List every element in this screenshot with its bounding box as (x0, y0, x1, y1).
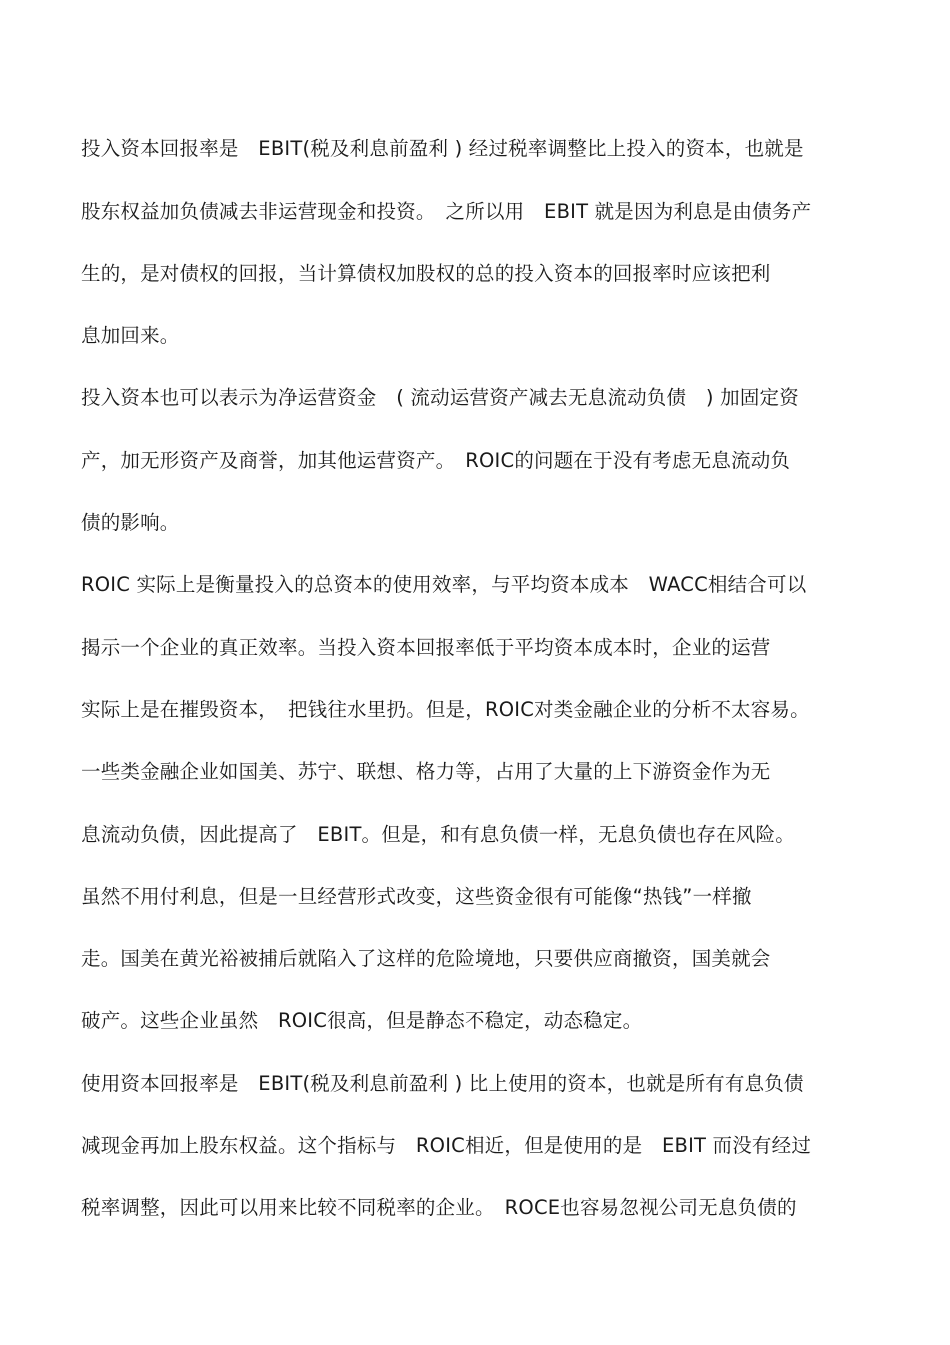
text-line-16: 使用资本回报率是 EBIT(税及利息前盈利 ) 比上使用的资本，也就是所有有息负债 (81, 1072, 804, 1095)
text-line-6: 产，加无形资产及商誉，加其他运营资产。 ROIC的问题在于没有考虑无息流动负 (81, 449, 791, 472)
text-line-9: 揭示一个企业的真正效率。当投入资本回报率低于平均资本成本时，企业的运营 (81, 636, 771, 659)
text-line-8: ROIC 实际上是衡量投入的总资本的使用效率，与平均资本成本 WACC相结合可以 (81, 573, 807, 596)
text-line-4: 息加回来。 (81, 324, 180, 347)
text-line-12: 息流动负债，因此提高了 EBIT。但是，和有息负债一样，无息负债也存在风险。 (81, 823, 795, 846)
text-line-11: 一些类金融企业如国美、苏宁、联想、格力等，占用了大量的上下游资金作为无 (81, 760, 771, 783)
text-line-14: 走。国美在黄光裕被捕后就陷入了这样的危险境地，只要供应商撤资，国美就会 (81, 947, 771, 970)
text-line-7: 债的影响。 (81, 511, 180, 534)
text-line-15: 破产。这些企业虽然 ROIC很高，但是静态不稳定，动态稳定。 (81, 1009, 643, 1032)
text-line-1: 投入资本回报率是 EBIT(税及利息前盈利 ) 经过税率调整比上投入的资本，也就是 (81, 137, 804, 160)
text-line-17: 减现金再加上股东权益。这个指标与 ROIC相近，但是使用的是 EBIT 而没有经过 (81, 1134, 812, 1157)
text-line-10: 实际上是在摧毁资本， 把钱往水里扔。但是，ROIC对类金融企业的分析不太容易。 (81, 698, 810, 721)
text-line-3: 生的，是对债权的回报，当计算债权加股权的总的投入资本的回报率时应该把利 (81, 262, 771, 285)
text-line-5: 投入资本也可以表示为净运营资金 ( 流动运营资产减去无息流动负债 ) 加固定资 (81, 386, 799, 409)
text-line-2: 股东权益加负债减去非运营现金和投资。 之所以用 EBIT 就是因为利息是由债务产 (81, 200, 812, 223)
text-line-18: 税率调整，因此可以用来比较不同税率的企业。 ROCE也容易忽视公司无息负债的 (81, 1196, 797, 1219)
text-line-13: 虽然不用付利息，但是一旦经营形式改变，这些资金很有可能像“热钱”一样撤 (81, 885, 752, 908)
